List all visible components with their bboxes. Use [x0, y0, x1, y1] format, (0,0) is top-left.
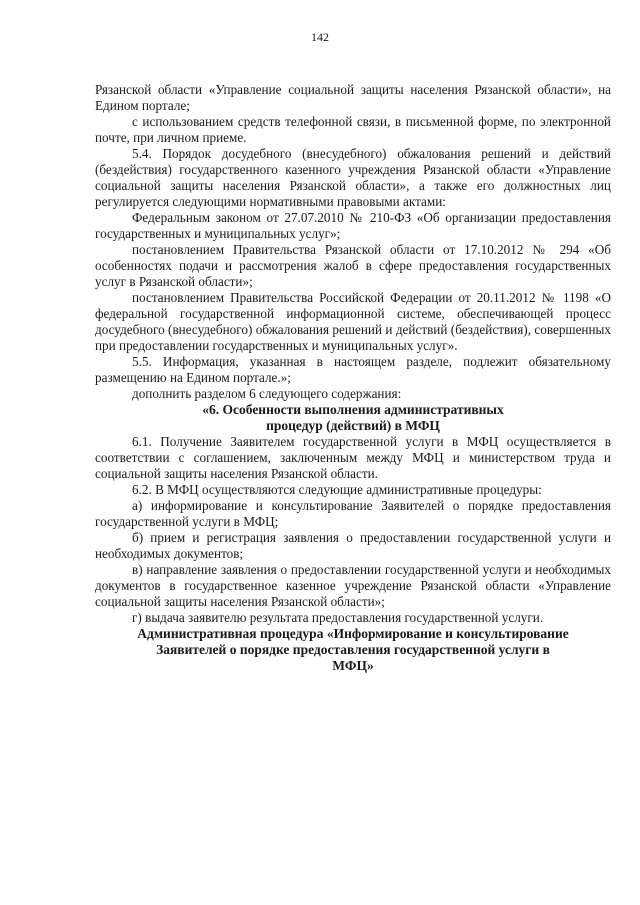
- page-number: 142: [311, 30, 329, 44]
- paragraph: 6.1. Получение Заявителем государственной услуги в МФЦ осуществляется в соответствии с соглашением, заключенным между МФЦ и министерством труда и социальной защиты населения Рязанской области.: [95, 434, 611, 481]
- paragraph: 5.4. Порядок досудебного (внесудебного) обжалования решений и действий (бездействия) государственного казенного учреждения Рязанской области «Управление социальной защиты населения Рязанской области», а также его должностных лиц регулируется следующими нормативными правовыми актами:: [95, 146, 611, 209]
- bottom-paragraphs: [95, 434, 611, 626]
- paragraph: Федеральным законом от 27.07.2010 № 210-ФЗ «Об организации предоставления государственных и муниципальных услуг»;: [95, 210, 611, 241]
- paragraph: дополнить разделом 6 следующего содержания:: [132, 386, 402, 401]
- paragraph: а) информирование и консультирование Заявителей о порядке предоставления государственной услуги в МФЦ;: [95, 498, 611, 529]
- paragraph: Рязанской области «Управление социальной защиты населения Рязанской области», на Едином портале;: [95, 82, 611, 113]
- document-body: [95, 82, 611, 674]
- paragraph: постановлением Правительства Рязанской области от 17.10.2012 № 294 «Об особенностях подачи и рассмотрения жалоб в сфере предоставления государственных услуг в Рязанской области»;: [95, 242, 611, 289]
- paragraph: в) направление заявления о предоставлении государственной услуги и необходимых документов в государственное казенное учреждение Рязанской области «Управление социальной защиты населения Рязанской области»;: [95, 562, 611, 609]
- paragraph: 6.2. В МФЦ осуществляются следующие административные процедуры:: [132, 482, 542, 497]
- paragraph: б) прием и регистрация заявления о предоставлении государственной услуги и необходимых документов;: [95, 530, 611, 561]
- procedure-heading: Административная процедура «Информирование и консультирование Заявителей о порядке предоставления государственной услуги в МФЦ»: [137, 626, 569, 673]
- paragraph: постановлением Правительства Российской Федерации от 20.11.2012 № 1198 «О федеральной государственной информационной системе, обеспечивающей процесс досудебного (внесудебного) обжалования решений и действий (бездействия), совершенных при предоставлении государственных и муниципальных услуг».: [95, 290, 611, 353]
- paragraph: 5.5. Информация, указанная в настоящем разделе, подлежит обязательному размещению на Едином портале.»;: [95, 354, 611, 385]
- section-heading: «6. Особенности выполнения административных процедур (действий) в МФЦ: [202, 402, 504, 433]
- paragraph: с использованием средств телефонной связи, в письменной форме, по электронной почте, при личном приеме.: [95, 114, 611, 145]
- top-paragraphs: [95, 82, 611, 402]
- paragraph: г) выдача заявителю результата предоставления государственной услуги.: [132, 610, 544, 625]
